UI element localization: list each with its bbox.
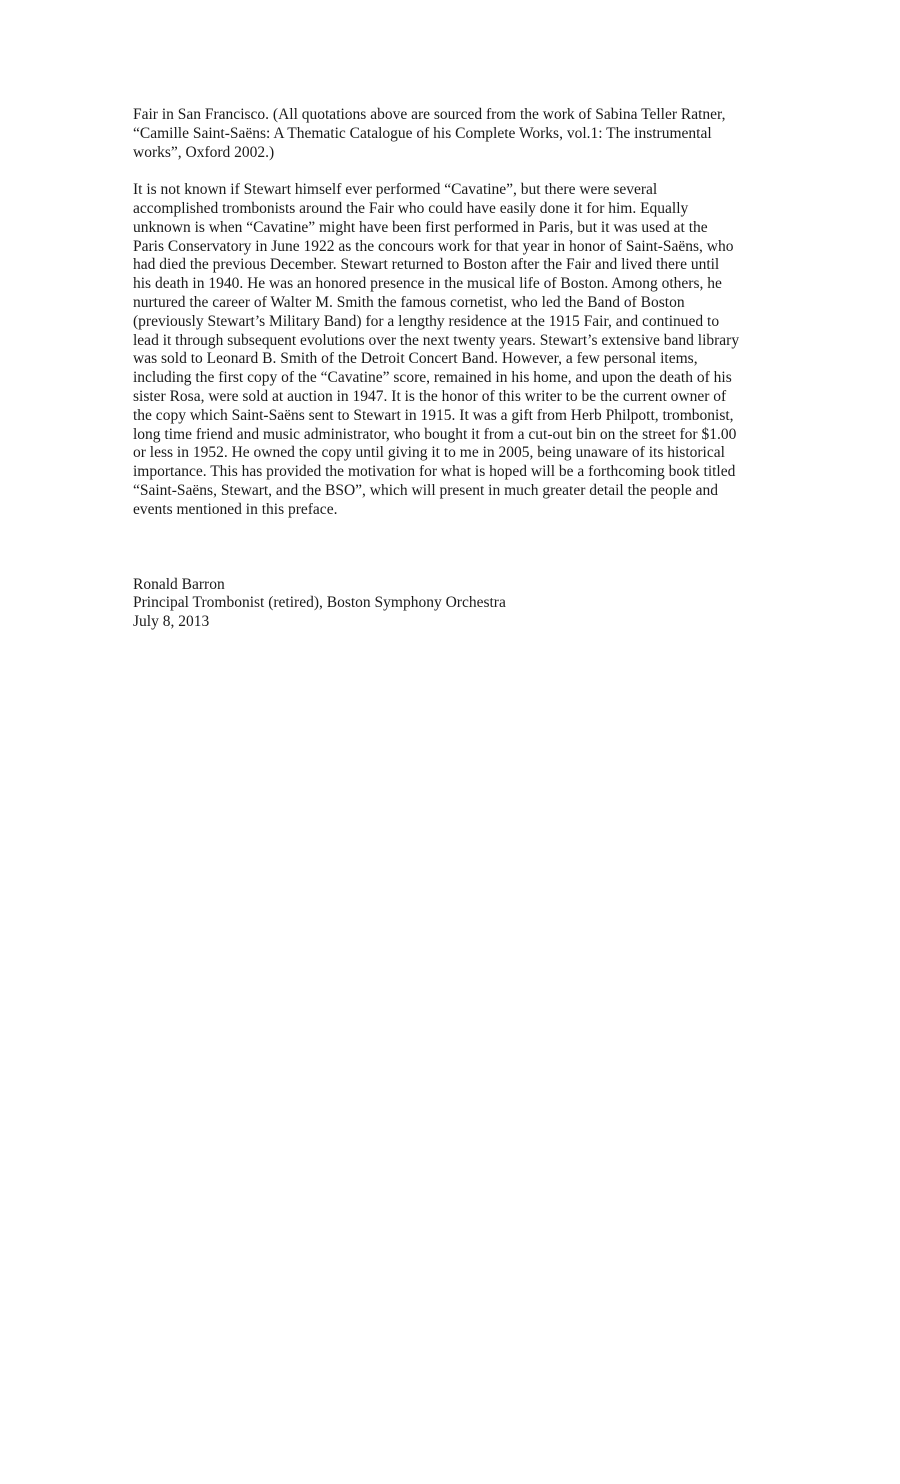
paragraph-quotation-source: Fair in San Francisco. (All quotations above are sourced from the work of Sabina Teller Ratner, “Camille Saint-Saëns: A Thematic Catalogue of his Complete Works, vol.1: The instrumental works”, Oxford 2002.) [133,106,726,161]
signature-block [133,576,773,632]
document-body [133,106,773,632]
paragraph-cavatine-history: It is not known if Stewart himself ever performed “Cavatine”, but there were several accomplished trombonists around the Fair who could have easily done it for him. Equally unknown is when “Cavatine” might have been first performed in Paris, but it was used at the Paris Conservatory in June 1922 as the concours work for that year in honor of Saint-Saëns, who had died the previous December. Stewart returned to Boston after the Fair and lived there until his death in 1940. He was an honored presence in the musical life of Boston. Among others, he nurtured the career of Walter M. Smith the famous cornetist, who led the Band of Boston (previously Stewart’s Military Band) for a lengthy residence at the 1915 Fair, and continued to lead it through subsequent evolutions over the next twenty years. Stewart’s extensive band library was sold to Leonard B. Smith of the Detroit Concert Band. However, a few personal items, including the first copy of the “Cavatine” score, remained in his home, and upon the death of his sister Rosa, were sold at auction in 1947. It is the honor of this writer to be the current owner of the copy which Saint-Saëns sent to Stewart in 1915. It was a gift from Herb Philpott, trombonist, long time friend and music administrator, who bought it from a cut-out bin on the street for $1.00 or less in 1952. He owned the copy until giving it to me in 2005, being unaware of its historical importance. This has provided the motivation for what is hoped will be a forthcoming book titled “Saint-Saëns, Stewart, and the BSO”, which will present in much greater detail the people and events mentioned in this preface. [133,181,740,518]
signature-name: Ronald Barron [133,575,225,593]
signature-title: Principal Trombonist (retired), Boston Symphony Orchestra [133,594,506,612]
signature-date: July 8, 2013 [133,613,210,631]
